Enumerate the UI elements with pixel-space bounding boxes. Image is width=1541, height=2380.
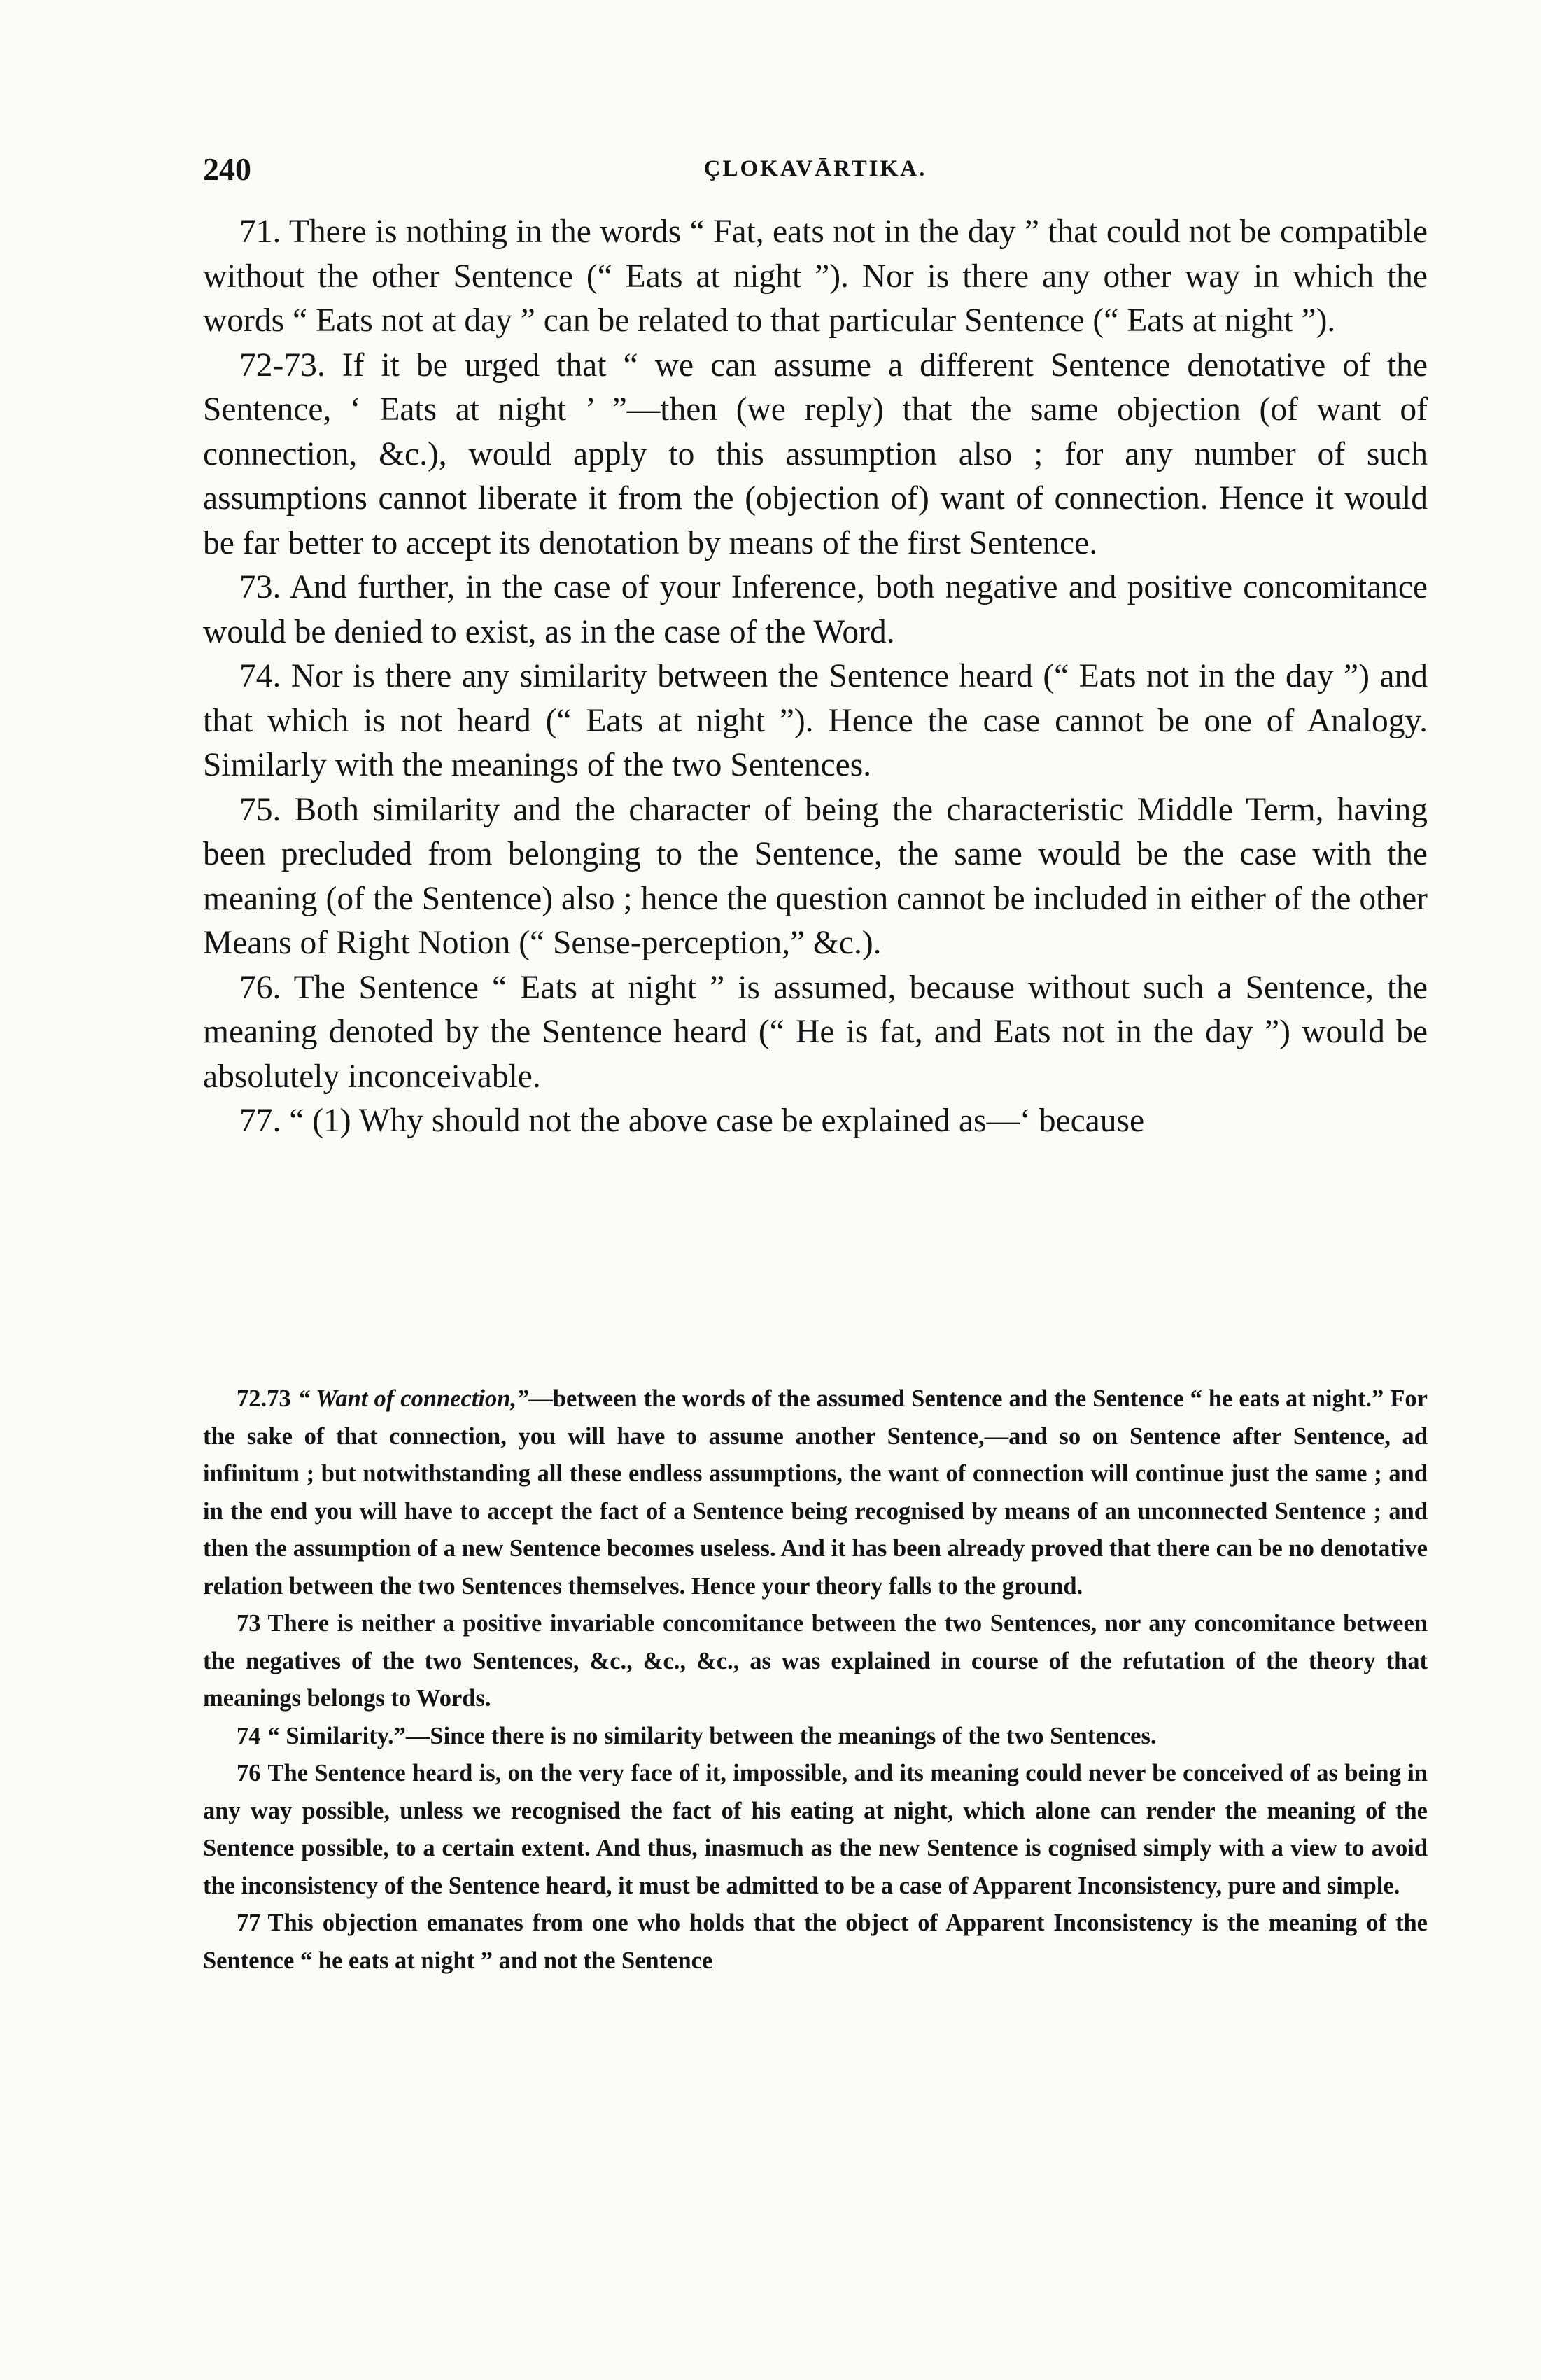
footnote-74 <box>203 1718 1428 1756</box>
running-title: ÇLOKAVĀRTIKA. <box>703 156 927 181</box>
paragraph-75: 75. Both similarity and the character of being the characteristic Middle Term, having been precluded from belonging to the Sentence, the same would be the case with the meaning (of the Sentence) also ; hence the question cannot be included in either of the other Means of Right Notion (“ Sense-perception,” &c.). <box>203 791 1428 961</box>
footnote-72-73 <box>203 1380 1428 1605</box>
footnote-76 <box>203 1755 1428 1905</box>
footnote-text: “ Similarity.”—Since there is no similarity between the meanings of the two Sentences. <box>267 1722 1157 1749</box>
footnote-mark: 77 <box>237 1910 261 1936</box>
footnotes <box>203 1380 1428 1980</box>
footnote-text: —between the words of the assumed Sentence and the Sentence “ he eats at night.” For the sake of that connection, you will have to assume another Sentence,—and so on Sentence after Sentence, ad infinitum ; but notwithstanding all these endless assumptions, the want of connection will continue just the same ; and in the end you will have to accept the fact of a Sentence being recognised by means of an unconnected Sentence ; and then the assumption of a new Sentence becomes useless. And it has been already proved that there can be no denotative relation between the two Sentences themselves. Hence your theory falls to the ground. <box>203 1385 1428 1600</box>
footnote-text: There is neither a positive invariable concomitance between the two Sentences, nor any concomitance between the negatives of the two Sentences, &c., &c., &c., as was explained in course of the refutation of the theory that meanings belongs to Words. <box>203 1610 1428 1712</box>
paragraph-77: 77. “ (1) Why should not the above case be explained as—‘ because <box>239 1102 1145 1139</box>
footnote-73 <box>203 1605 1428 1718</box>
footnote-text: This objection emanates from one who holds that the object of Apparent Inconsistency is the meaning of the Sentence “ he eats at night ” and not the Sentence <box>203 1910 1428 1974</box>
paragraph-71: 71. There is nothing in the words “ Fat, eats not in the day ” that could not be compatible without the other Sentence (“ Eats at night ”). Nor is there any other way in which the words “ Eats not at day ” can be related to that particular Sentence (“ Eats at night ”). <box>203 214 1428 339</box>
footnote-lead: “ Want of connection,” <box>297 1385 529 1412</box>
footnote-text: The Sentence heard is, on the very face of it, impossible, and its meaning could never be conceived of as being in any way possible, unless we recognised the fact of his eating at night, which alone can render the meaning of the Sentence possible, to a certain extent. And thus, inasmuch as the new Sentence is cognised simply with a view to avoid the inconsistency of the Sentence heard, it must be admitted to be a case of Apparent Inconsistency, pure and simple. <box>203 1760 1428 1899</box>
page-number: 240 <box>203 151 251 187</box>
footnote-mark: 76 <box>237 1760 261 1786</box>
page-header <box>203 150 1428 192</box>
footnote-mark: 73 <box>237 1610 261 1637</box>
paragraph-72-73: 72-73. If it be urged that “ we can assume a different Sentence denotative of the Sentence, ‘ Eats at night ’ ”—then (we reply) that the same objection (of want of connection, &c.), would apply to this assumption also ; for any number of such assumptions cannot liberate it from the (objection of) want of connection. Hence it would be far better to accept its denotation by means of the first Sentence. <box>203 346 1428 561</box>
paragraph-76: 76. The Sentence “ Eats at night ” is assumed, because without such a Sentence, the meaning denoted by the Sentence heard (“ He is fat, and Eats not in the day ”) would be absolutely inconceivable. <box>203 969 1428 1095</box>
paragraph-74: 74. Nor is there any similarity between the Sentence heard (“ Eats not in the day ”) and that which is not heard (“ Eats at night ”). Hence the case cannot be one of Analogy. Similarly with the meanings of the two Sentences. <box>203 658 1428 783</box>
footnote-77 <box>203 1905 1428 1980</box>
main-text <box>203 210 1428 1144</box>
footnote-mark: 74 <box>237 1722 261 1749</box>
paragraph-73: 73. And further, in the case of your Inference, both negative and positive concomitance would be denied to exist, as in the case of the Word. <box>203 569 1428 650</box>
footnote-mark: 72.73 <box>237 1385 291 1412</box>
